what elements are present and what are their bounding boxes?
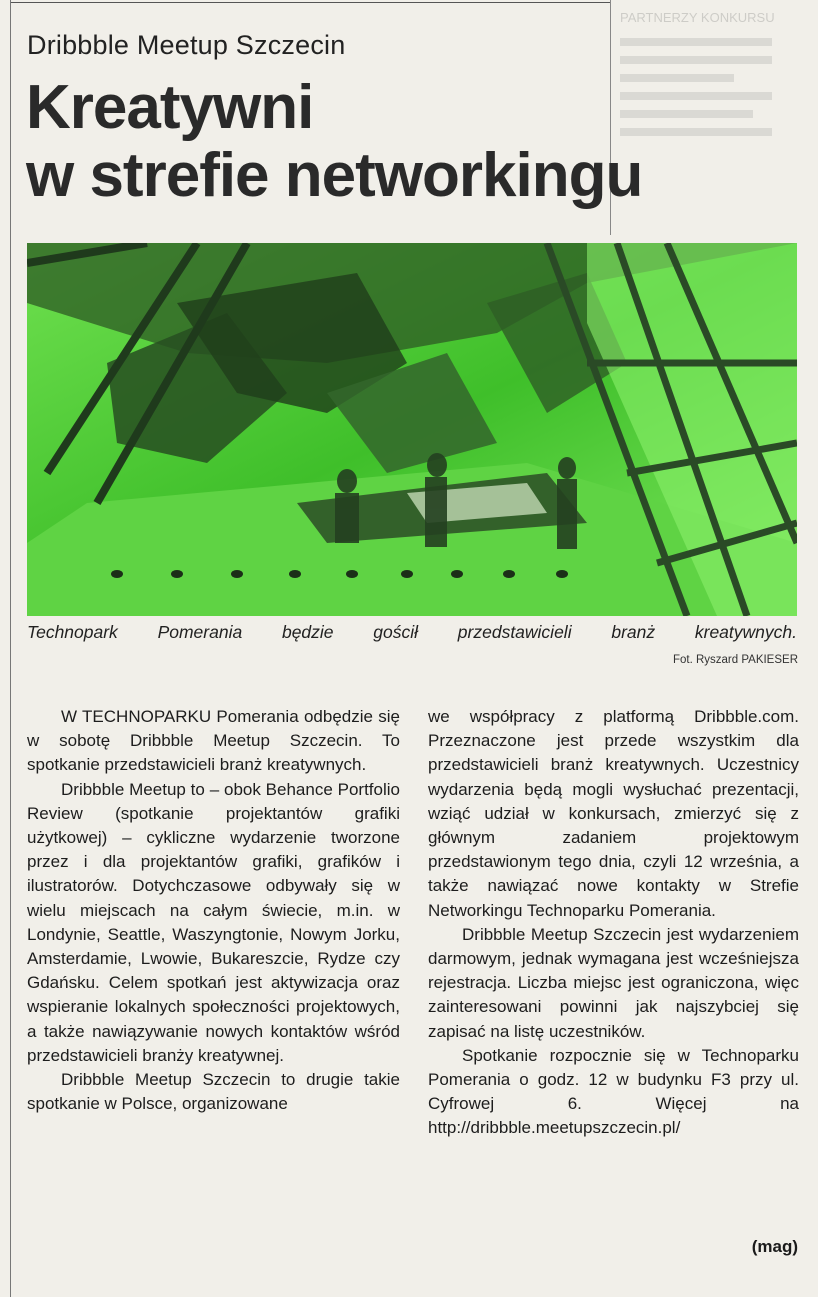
article-paragraph: W TECHNOPARKU Pomerania odbędzie się w sobotę Dribbble Meetup Szczecin. To spotkanie przedstawicieli branż kreatywnych. <box>27 707 400 775</box>
article-kicker: Dribbble Meetup Szczecin <box>27 30 346 60</box>
article-paragraph: Dribbble Meetup Szczecin to drugie takie spotkanie w Polsce, organizowane <box>27 1070 400 1114</box>
article-column-1 <box>27 705 400 1116</box>
photo-credit: Fot. Ryszard PAKIESER <box>672 654 798 666</box>
article-photo <box>27 243 797 616</box>
photo-caption: Technopark Pomerania będzie gościł przedstawicieli branż kreatywnych. <box>27 622 797 642</box>
article-paragraph: Dribbble Meetup Szczecin jest wydarzeniem darmowym, jednak wymagana jest wcześniejsza rejestracja. Liczba miejsc jest ograniczona, więc zainteresowani powinni jak najszybciej się zapisać na listę uczestników. <box>428 924 799 1041</box>
left-column-rule <box>10 0 11 1297</box>
top-rule <box>10 2 610 3</box>
headline-line-1: Kreatywni <box>26 73 314 142</box>
ghost-heading: PARTNERZY KONKURSU <box>620 10 775 25</box>
article-paragraph: Spotkanie rozpocznie się w Technoparku Pomerania o godz. 12 w budynku F3 przy ul. Cyfrowej 6. Więcej na http://dribbble.meetupszczecin.pl/ <box>428 1045 799 1138</box>
article-paragraph: we współpracy z platformą Dribbble.com. Przeznaczone jest przede wszystkim dla przedstawicieli branż kreatywnych. Uczestnicy wydarzenia będą mogli wysłuchać prezentacji, wziąć udział w konkursach, zmierzyć się z głównym zadaniem projektowym przedstawionym tego dnia, czyli 12 września, a także nawiązać nowe kontakty w Strefie Networkingu Technoparku Pomerania. <box>428 707 799 920</box>
headline-line-2: w strefie networkingu <box>26 141 643 210</box>
author-signature: (mag) <box>751 1237 798 1256</box>
article-headline <box>26 74 796 210</box>
article-paragraph: Dribbble Meetup to – obok Behance Portfolio Review (spotkanie projektantów grafiki użytkowej) – cykliczne wydarzenie tworzone przez i dla projektantów grafiki, grafików i ilustratorów. Dotychczasowe odbywały się w wielu miejscach na całym świecie, m.in. w Londynie, Seattle, Waszyngtonie, Nowym Jorku, Amsterdamie, Lwowie, Bukareszcie, Rydze czy Gdańsku. Celem spotkań jest aktywizacja oraz wspieranie lokalnych społeczności projektowych, a także nawiązywanie nowych kontaktów wśród przedstawicieli branży kreatywnej. <box>27 779 400 1065</box>
article-column-2 <box>428 705 799 1141</box>
